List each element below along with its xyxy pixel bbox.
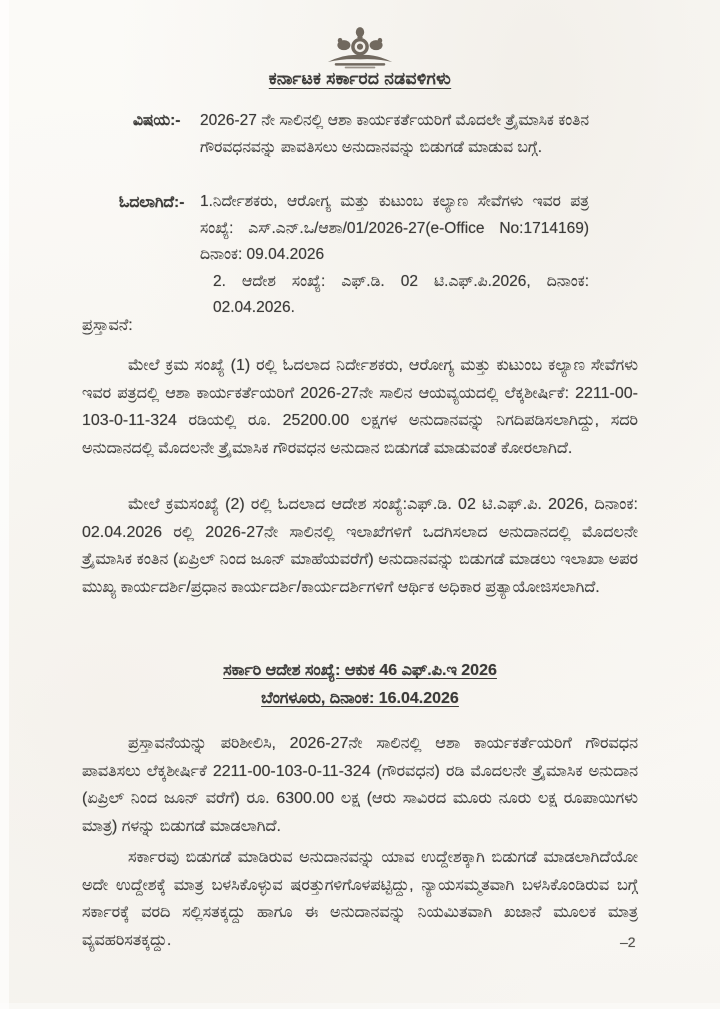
read-label: ಓದಲಾಗಿದೆ:- bbox=[119, 194, 185, 211]
preamble-heading: ಪ್ರಸ್ತಾವನೆ: bbox=[82, 317, 133, 334]
karnataka-state-emblem-icon bbox=[321, 26, 399, 72]
order-number-line: ಸರ್ಕಾರಿ ಆದೇಶ ಸಂಖ್ಯೆ: ಆಕುಕ 46 ಎಫ್.ಪಿ.ಇ 2026 bbox=[223, 662, 497, 679]
read-section bbox=[119, 189, 589, 322]
page-number: –2 bbox=[620, 934, 636, 950]
read-items bbox=[200, 189, 589, 322]
preamble-paragraph-2: ಮೇಲೆ ಕ್ರಮಸಂಖ್ಯೆ (2) ರಲ್ಲಿ ಓದಲಾದ ಆದೇಶ ಸಂಖ್ಯೆ:ಎಫ್.ಡಿ. 02 ಟಿ.ಎಫ್.ಪಿ. 2026, ದಿನಾಂಕ: 02.04.2026 ರಲ್ಲಿ 2026-27ನೇ ಸಾಲಿನಲ್ಲಿ ಇಲಾಖೆಗಳಿಗೆ ಒದಗಿಸಲಾದ ಅನುದಾನದಲ್ಲಿ ಮೊದಲನೇ ತ್ರೈಮಾಸಿಕ ಕಂತಿನ (ಏಪ್ರಿಲ್ ನಿಂದ ಜೂನ್ ಮಾಹೆಯವರೆಗೆ) ಅನುದಾನವನ್ನು ಬಿಡುಗಡೆ ಮಾಡಲು ಇಲಾಖಾ ಅಪರ ಮುಖ್ಯ ಕಾರ್ಯದರ್ಶಿ/ಪ್ರಧಾನ ಕಾರ್ಯದರ್ಶಿ/ಕಾರ್ಯದರ್ಶಿಗಳಿಗೆ ಆರ್ಥಿಕ ಅಧಿಕಾರ ಪ್ರತ್ಯಾಯೋಜಿಸಲಾಗಿದೆ. bbox=[82, 496, 638, 596]
subject-section bbox=[133, 107, 589, 161]
subject-label: ವಿಷಯ:- bbox=[133, 112, 181, 129]
scan-edge bbox=[0, 0, 9, 1009]
document-title: ಕರ್ನಾಟಕ ಸರ್ಕಾರದ ನಡವಳಿಗಳು bbox=[268, 69, 452, 88]
order-paragraph-2: ಸರ್ಕಾರವು ಬಿಡುಗಡೆ ಮಾಡಿರುವ ಅನುದಾನವನ್ನು ಯಾವ ಉದ್ದೇಶಕ್ಕಾಗಿ ಬಿಡುಗಡೆ ಮಾಡಲಾಗಿದೆಯೋ ಅದೇ ಉದ್ದೇಶಕ್ಕೆ ಮಾತ್ರ ಬಳಸಿಕೊಳ್ಳುವ ಷರತ್ತುಗಳಿಗೊಳಪಟ್ಟಿದ್ದು, ನ್ಯಾಯಸಮ್ಮತವಾಗಿ ಬಳಸಿಕೊಂಡಿರುವ ಬಗ್ಗೆ ಸರ್ಕಾರಕ್ಕೆ ವರದಿ ಸಲ್ಲಿಸತಕ್ಕದ್ದು ಹಾಗೂ ಈ ಅನುದಾನವನ್ನು ನಿಯಮಿತವಾಗಿ ಖಜಾನೆ ಮೂಲಕ ಮಾತ್ರ ವ್ಯವಹರಿಸತಕ್ಕದ್ದು. bbox=[82, 849, 638, 949]
order-heading bbox=[0, 657, 720, 713]
subject-text: 2026-27 ನೇ ಸಾಲಿನಲ್ಲಿ ಆಶಾ ಕಾರ್ಯಕರ್ತೆಯರಿಗೆ ಮೊದಲೇ ತ್ರೈಮಾಸಿಕ ಕಂತಿನ ಗೌರವಧನವನ್ನು ಪಾವತಿಸಲು ಅನುದಾನವನ್ನು ಬಿಡುಗಡೆ ಮಾಡುವ ಬಗ್ಗೆ. bbox=[200, 112, 589, 156]
preamble-paragraph-1: ಮೇಲೆ ಕ್ರಮ ಸಂಖ್ಯೆ (1) ರಲ್ಲಿ ಓದಲಾದ ನಿರ್ದೇಶಕರು, ಆರೋಗ್ಯ ಮತ್ತು ಕುಟುಂಬ ಕಲ್ಯಾಣ ಸೇವೆಗಳು ಇವರ ಪತ್ರದಲ್ಲಿ ಆಶಾ ಕಾರ್ಯಕರ್ತೆಯರಿಗೆ 2026-27ನೇ ಸಾಲಿನ ಆಯವ್ಯಯದಲ್ಲಿ ಲೆಕ್ಕಶೀರ್ಷಿಕೆ: 2211-00-103-0-11-324 ರಡಿಯಲ್ಲಿ ರೂ. 25200.00 ಲಕ್ಷಗಳ ಅನುದಾನವನ್ನು ನಿಗದಿಪಡಿಸಲಾಗಿದ್ದು, ಸದರಿ ಅನುದಾನದಲ್ಲಿ ಮೊದಲನೇ ತ್ರೈಮಾಸಿಕ ಗೌರವಧನ ಅನುದಾನ ಬಿಡುಗಡೆ ಮಾಡುವಂತೆ ಕೋರಲಾಗಿದೆ. bbox=[82, 357, 638, 457]
scan-edge bbox=[0, 1003, 720, 1009]
order-paragraph-1: ಪ್ರಸ್ತಾವನೆಯನ್ನು ಪರಿಶೀಲಿಸಿ, 2026-27ನೇ ಸಾಲಿನಲ್ಲಿ ಆಶಾ ಕಾರ್ಯಕರ್ತೆಯರಿಗೆ ಗೌರವಧನ ಪಾವತಿಸಲು ಲೆಕ್ಕಶೀರ್ಷಿಕೆ 2211-00-103-0-11-324 (ಗೌರವಧನ) ರಡಿ ಮೊದಲನೇ ತ್ರೈಮಾಸಿಕ ಅನುದಾನ (ಏಪ್ರಿಲ್ ನಿಂದ ಜೂನ್ ವರೆಗೆ) ರೂ. 6300.00 ಲಕ್ಷ (ಆರು ಸಾವಿರದ ಮೂರು ನೂರು ಲಕ್ಷ ರೂಪಾಯಿಗಳು ಮಾತ್ರ) ಗಳನ್ನು ಬಿಡುಗಡೆ ಮಾಡಲಾಗಿದೆ. bbox=[82, 735, 638, 835]
order-place-date-line: ಬೆಂಗಳೂರು, ದಿನಾಂಕ: 16.04.2026 bbox=[261, 690, 459, 707]
read-item-1: 1.ನಿರ್ದೇಶಕರು, ಆರೋಗ್ಯ ಮತ್ತು ಕುಟುಂಬ ಕಲ್ಯಾಣ ಸೇವೆಗಳು ಇವರ ಪತ್ರ ಸಂಖ್ಯೆ: ಎಸ್.ಎನ್.ಒ/ಆಶಾ/01/2026-27(e-Office No:1714169) ದಿನಾಂಕ: 09.04.2026 bbox=[200, 193, 589, 263]
read-item-2: 2. ಆದೇಶ ಸಂಖ್ಯೆ: ಎಫ್.ಡಿ. 02 ಟಿ.ಎಫ್.ಪಿ.2026, ದಿನಾಂಕ: 02.04.2026. bbox=[213, 272, 589, 316]
